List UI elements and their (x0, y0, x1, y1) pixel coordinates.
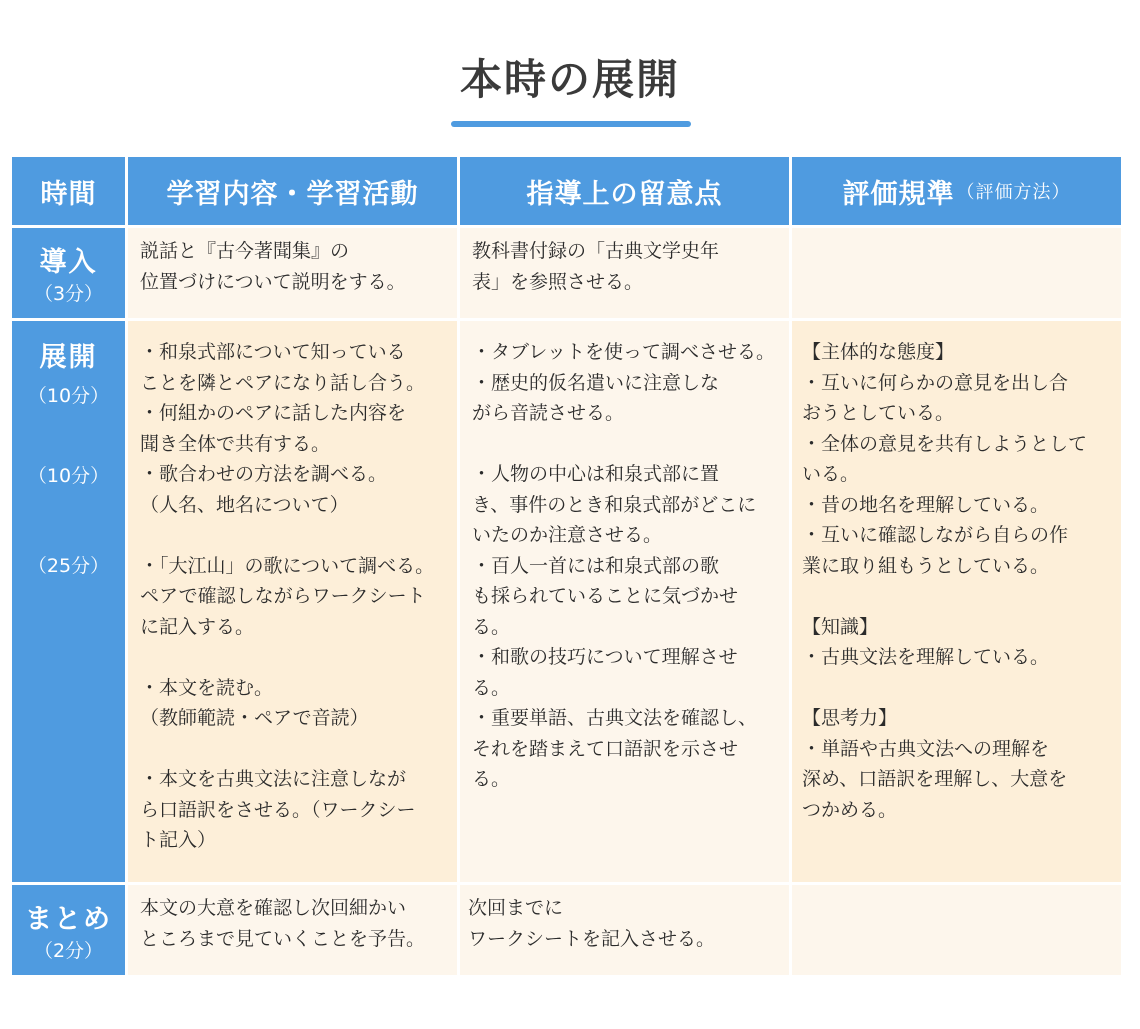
activity-cell-intro: 説話と『古今著聞集』の 位置づけについて説明をする。 (128, 228, 457, 318)
header-time-label: 時間 (40, 178, 97, 210)
phase-label: 導入 (39, 247, 98, 278)
evaluation-cell-intro (792, 228, 1121, 318)
guidance-cell-development: ・タブレットを使って調べさせる。 ・歴史的仮名遣いに注意しな がら音読させる。 ・人物の中心は和泉式部に置 き、事件のとき和泉式部がどこに いたのか注意させる。 ・百人一首には和泉式部の歌 も採られていることに気づかせ る。 ・和歌の技巧について理解させ る。 ・重要単語、古典文法を確認し、 それを踏まえて口語訳を示させ る。 (460, 321, 789, 882)
minutes-label: （10分） (27, 465, 110, 487)
guidance-cell-summary: 次回までに ワークシートを記入させる。 (460, 885, 789, 975)
time-cell-intro (12, 228, 125, 318)
page-title: 本時の展開 (459, 55, 680, 104)
minutes-label: （10分） (27, 385, 110, 407)
header-time (12, 157, 125, 225)
header-guidance-label: 指導上の留意点 (526, 178, 723, 210)
activity-cell-development: ・和泉式部について知っている ことを隣とペアになり話し合う。 ・何組かのペアに話した内容を 聞き全体で共有する。 ・歌合わせの方法を調べる。 （人名、地名について） ・「大江山」の歌について調べる。 ペアで確認しながらワークシート に記入する。 ・本文を読む。 （教師範読・ペアで音読） ・本文を古典文法に注意しなが ら口語訳をさせる。（ワークシー ト記入） (128, 321, 457, 882)
header-evaluation-note: （評価方法） (956, 182, 1071, 203)
evaluation-cell-development: 【主体的な態度】 ・互いに何らかの意見を出し合 おうとしている。 ・全体の意見を共有しようとして いる。 ・昔の地名を理解している。 ・互いに確認しながら自らの作 業に取り組もうとしている。 【知識】 ・古典文法を理解している。 【思考力】 ・単語や古典文法への理解を 深め、口語訳を理解し、大意を つかめる。 (792, 321, 1121, 882)
minutes-label: （2分） (33, 940, 104, 962)
header-guidance (460, 157, 789, 225)
guidance-cell-intro: 教科書付録の「古典文学史年 表」を参照させる。 (460, 228, 789, 318)
time-cell-summary (12, 885, 125, 975)
header-activity (128, 157, 457, 225)
header-evaluation (792, 157, 1121, 225)
title-underline (451, 121, 691, 127)
evaluation-cell-summary (792, 885, 1121, 975)
header-evaluation-label: 評価規準 (842, 178, 955, 210)
time-cell-development (12, 321, 125, 882)
header-activity-label: 学習内容・学習活動 (166, 178, 419, 210)
activity-cell-summary: 本文の大意を確認し次回細かい ところまで見ていくことを予告。 (128, 885, 457, 975)
phase-label: まとめ (25, 904, 112, 935)
minutes-label: （25分） (27, 555, 110, 577)
minutes-label: （3分） (33, 283, 104, 305)
phase-label: 展開 (39, 342, 98, 373)
